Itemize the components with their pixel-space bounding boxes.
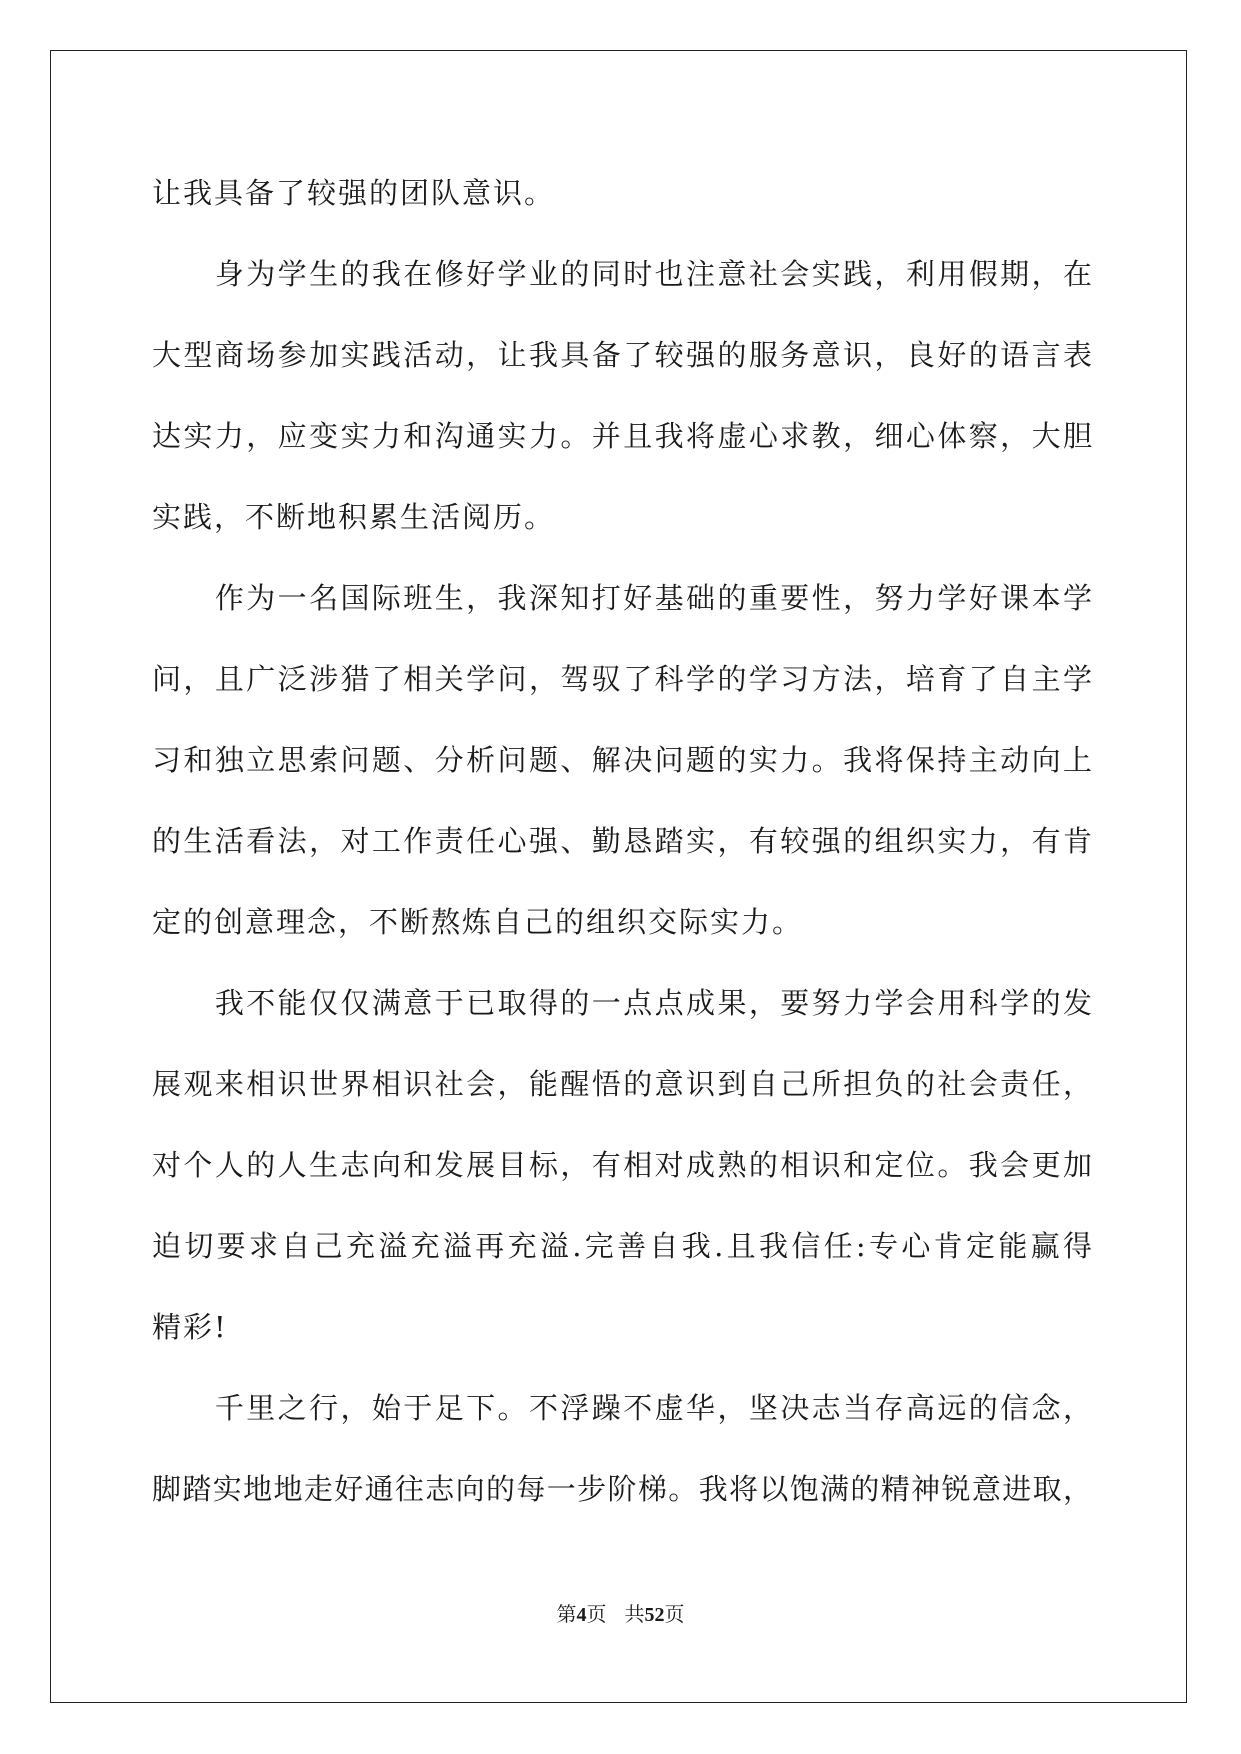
text-line: 我不能仅仅满意于已取得的一点点成果，要努力学会用科学的发 (152, 986, 1092, 1020)
text-line: 大型商场参加实践活动，让我具备了较强的服务意识，良好的语言表 (152, 338, 1092, 372)
text-line: 作为一名国际班生，我深知打好基础的重要性，努力学好课本学 (152, 581, 1092, 615)
page-suffix: 页 (586, 1604, 607, 1626)
text-line: 问，且广泛涉猎了相关学问，驾驭了科学的学习方法，培育了自主学 (152, 662, 1092, 696)
text-line: 达实力，应变实力和沟通实力。并且我将虚心求教，细心体察，大胆 (152, 419, 1092, 453)
page-number: 4 (576, 1604, 587, 1626)
page-footer (0, 1598, 1241, 1627)
text-line: 让我具备了较强的团队意识。 (152, 176, 556, 210)
page-prefix: 第 (556, 1604, 577, 1626)
text-line: 习和独立思索问题、分析问题、解决问题的实力。我将保持主动向上 (152, 743, 1092, 777)
document-body (152, 153, 1092, 1530)
text-line: 实践，不断地积累生活阅历。 (152, 500, 556, 534)
total-prefix: 共 (624, 1604, 645, 1626)
text-line: 展观来相识世界相识社会，能醒悟的意识到自己所担负的社会责任， (152, 1067, 1092, 1101)
text-line: 迫切要求自己充溢充溢再充溢.完善自我.且我信任:专心肯定能赢得 (152, 1229, 1092, 1263)
text-line: 脚踏实地地走好通往志向的每一步阶梯。我将以饱满的精神锐意进取， (152, 1472, 1092, 1506)
total-pages: 52 (644, 1604, 665, 1626)
text-line: 对个人的人生志向和发展目标，有相对成熟的相识和定位。我会更加 (152, 1148, 1092, 1182)
total-suffix: 页 (664, 1604, 685, 1626)
text-line: 身为学生的我在修好学业的同时也注意社会实践，利用假期，在 (152, 257, 1092, 291)
text-line: 精彩! (152, 1310, 228, 1344)
text-line: 的生活看法，对工作责任心强、勤恳踏实，有较强的组织实力，有肯 (152, 824, 1092, 858)
text-line: 定的创意理念，不断熬炼自己的组织交际实力。 (152, 905, 804, 939)
text-line: 千里之行，始于足下。不浮躁不虚华，坚决志当存高远的信念， (152, 1391, 1092, 1425)
